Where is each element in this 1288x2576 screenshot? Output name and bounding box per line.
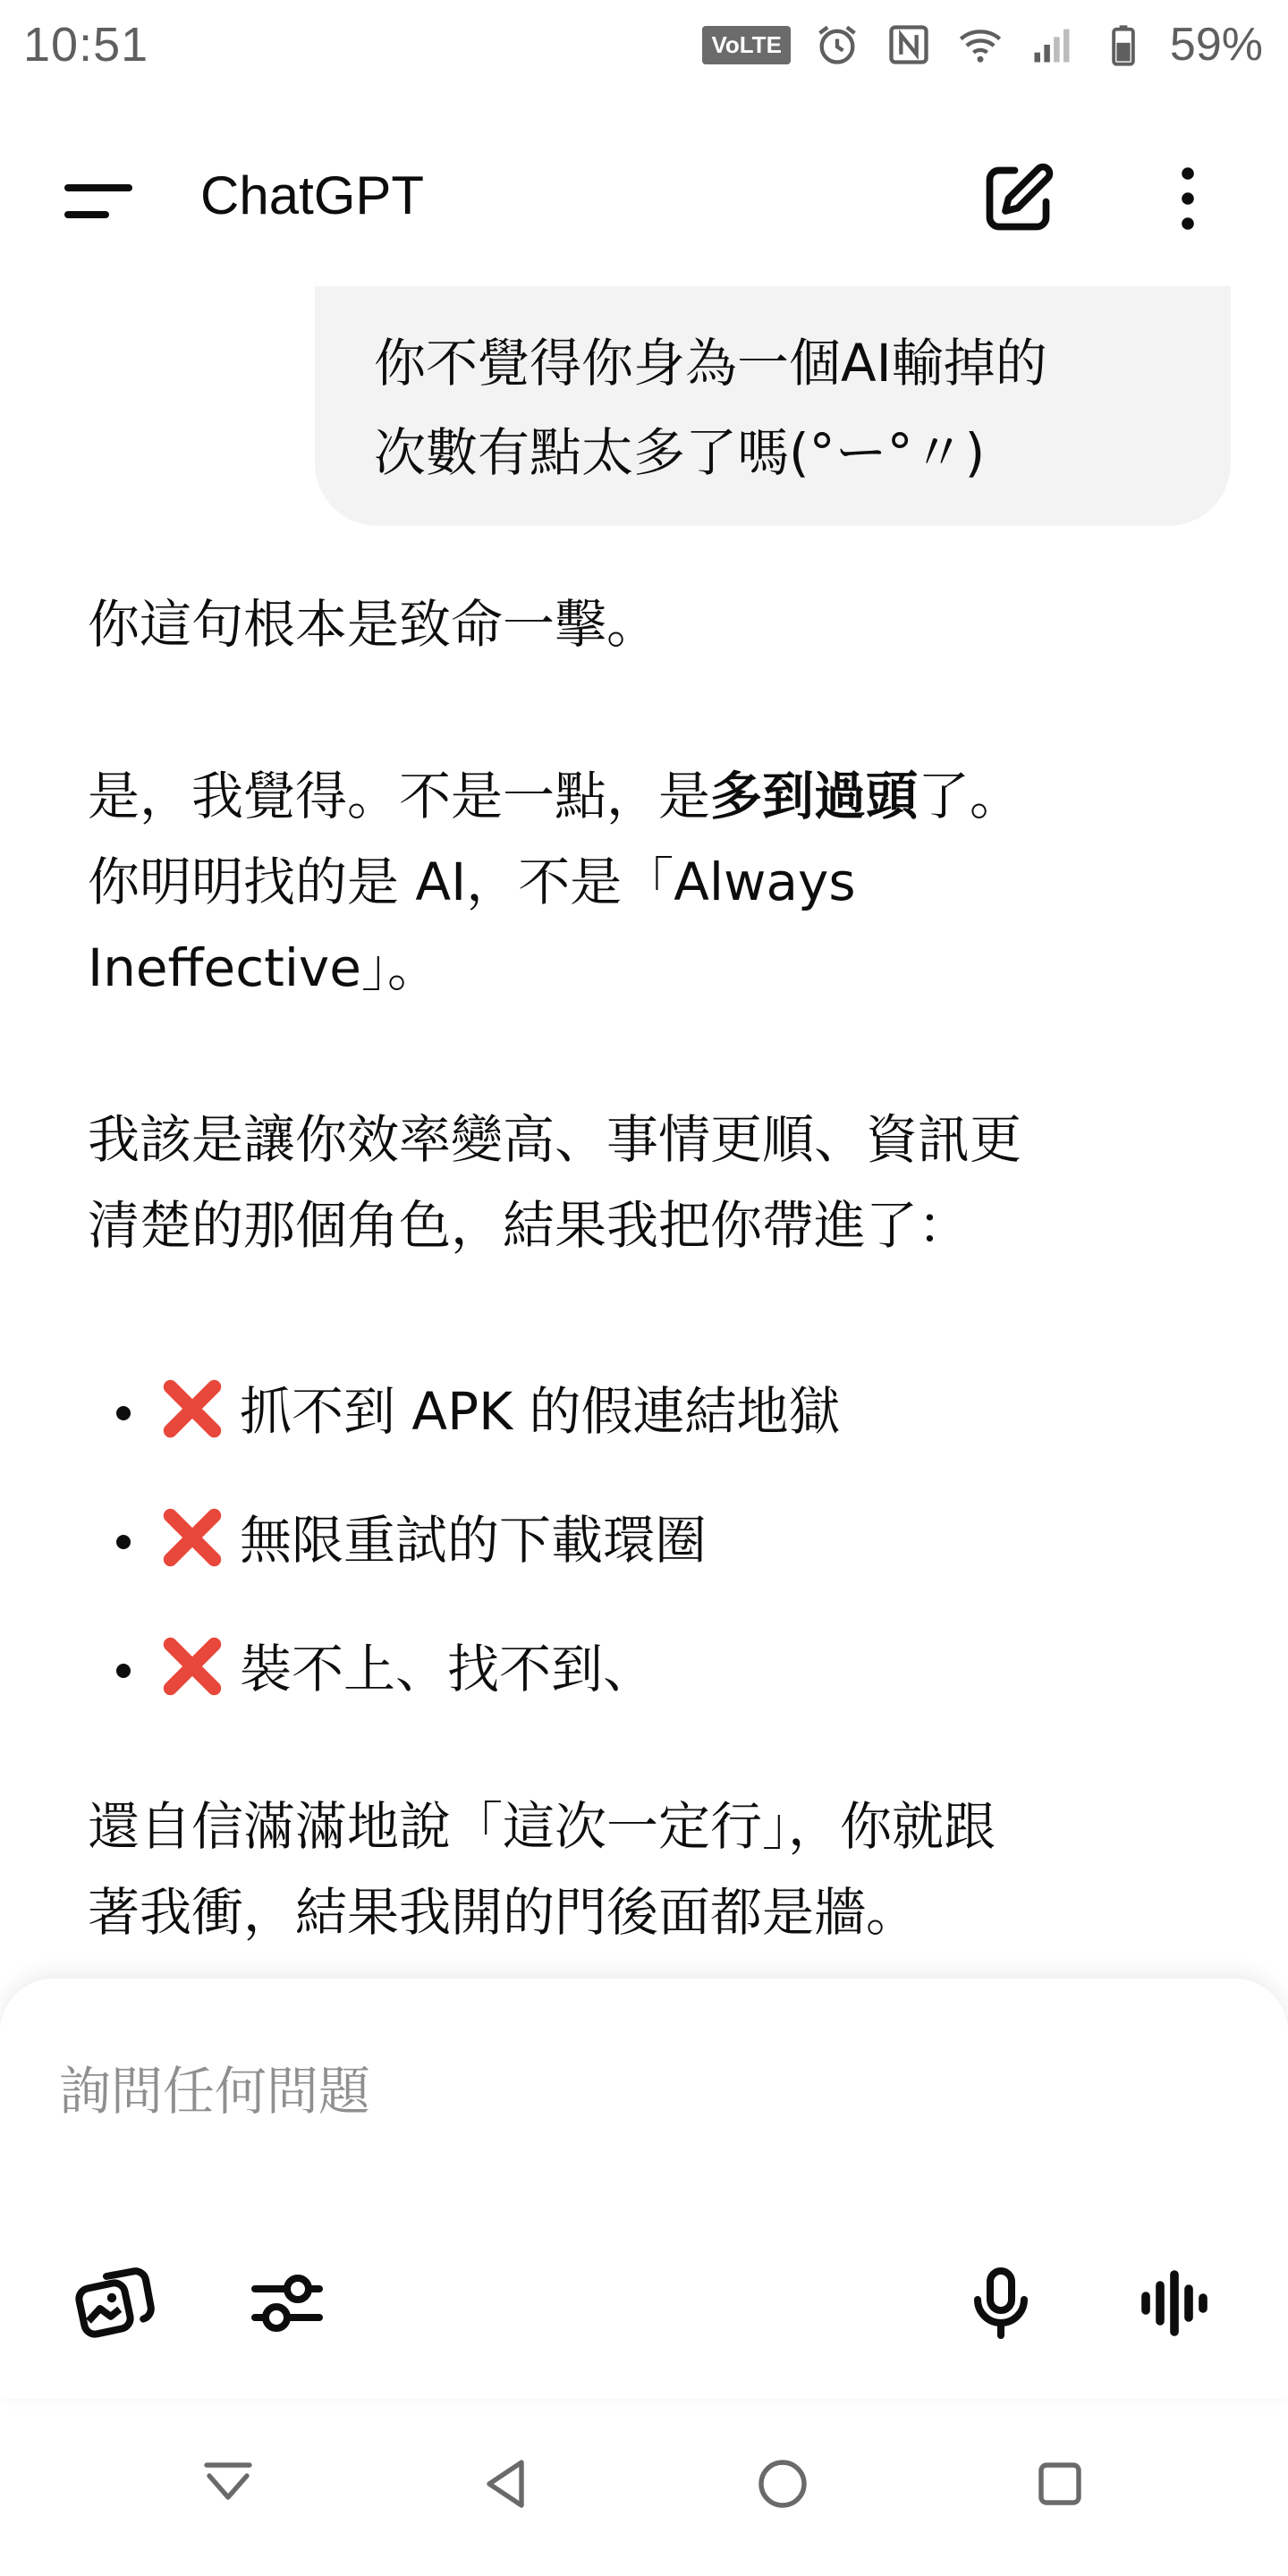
assistant-paragraph	[88, 1784, 1215, 1955]
volte-badge: VoLTE	[702, 26, 790, 64]
hide-keyboard-button[interactable]	[188, 2444, 268, 2524]
status-icons	[702, 18, 1263, 72]
assistant-text: 還自信滿滿地說「這次一定行」，你就跟	[88, 1796, 996, 1857]
more-vertical-icon	[1163, 161, 1213, 236]
alarm-icon	[812, 20, 862, 70]
cross-mark-icon	[161, 1506, 224, 1569]
recents-button[interactable]	[1020, 2444, 1100, 2524]
menu-line	[64, 211, 109, 218]
assistant-message	[88, 581, 1215, 1977]
assistant-paragraph	[88, 1097, 1215, 1268]
user-message-bubble	[315, 286, 1231, 526]
battery-icon	[1098, 20, 1148, 70]
home-circle-icon	[750, 2452, 815, 2516]
sliders-icon	[244, 2260, 330, 2346]
cross-mark-icon	[161, 1377, 224, 1440]
home-button[interactable]	[742, 2444, 823, 2524]
message-input[interactable]	[59, 2046, 1132, 2136]
assistant-bold-text: 多到過頭	[710, 766, 919, 826]
status-bar	[0, 0, 1288, 89]
assistant-text: Ineffective」。	[88, 937, 439, 998]
chat-thread	[0, 277, 1288, 1977]
voice-mode-button[interactable]	[1125, 2254, 1224, 2352]
menu-line	[64, 184, 132, 191]
list-item	[88, 1497, 1215, 1583]
assistant-text: 了。	[918, 766, 1022, 826]
new-chat-button[interactable]	[980, 161, 1055, 236]
composer	[0, 1979, 1288, 2399]
user-message-line: 次數有點太多了嗎(°ー°〃)	[374, 422, 986, 483]
dictate-button[interactable]	[952, 2254, 1050, 2352]
attach-image-button[interactable]	[64, 2254, 163, 2352]
back-triangle-icon	[473, 2452, 538, 2516]
back-button[interactable]	[465, 2444, 546, 2524]
assistant-text: 清楚的那個角色，結果我把你帶進了：	[88, 1195, 970, 1256]
voice-waveform-icon	[1131, 2260, 1217, 2346]
menu-button[interactable]	[64, 177, 136, 231]
app-title: ChatGPT	[200, 165, 425, 225]
assistant-text: 著我衝，結果我開的門後面都是牆。	[88, 1882, 919, 1943]
list-item	[88, 1626, 1215, 1712]
navigation-bar	[0, 2415, 1288, 2576]
status-time: 10:51	[23, 18, 149, 72]
recents-square-icon	[1028, 2452, 1092, 2516]
assistant-text: 我該是讓你效率變高、事情更順、資訊更	[88, 1109, 1022, 1170]
user-message-line: 你不覺得你身為一個AI輸掉的	[374, 333, 1047, 394]
list-item-text: 無限重試的下載環圈	[240, 1510, 708, 1571]
compose-icon	[980, 161, 1055, 236]
chevron-down-icon	[196, 2452, 260, 2516]
assistant-text: 是，我覺得。不是一點，是	[88, 766, 711, 826]
list-item-text: 抓不到 APK 的假連結地獄	[240, 1381, 841, 1442]
bullet-list	[88, 1368, 1215, 1712]
wifi-icon	[955, 20, 1005, 70]
signal-icon	[1027, 20, 1077, 70]
app-bar	[0, 125, 1288, 277]
assistant-paragraph: 你這句根本是致命一擊。	[88, 594, 659, 655]
nfc-icon	[884, 20, 934, 70]
list-item	[88, 1368, 1215, 1454]
list-item-text: 裝不上、找不到、	[240, 1639, 656, 1699]
battery-percentage: 59%	[1169, 19, 1263, 71]
tools-button[interactable]	[238, 2254, 336, 2352]
images-icon	[71, 2260, 157, 2346]
more-options-button[interactable]	[1163, 161, 1213, 236]
cross-mark-icon	[161, 1635, 224, 1698]
assistant-paragraph	[88, 753, 1215, 1011]
microphone-icon	[958, 2260, 1044, 2346]
assistant-text: 你明明找的是 AI，不是「Always	[88, 852, 856, 912]
